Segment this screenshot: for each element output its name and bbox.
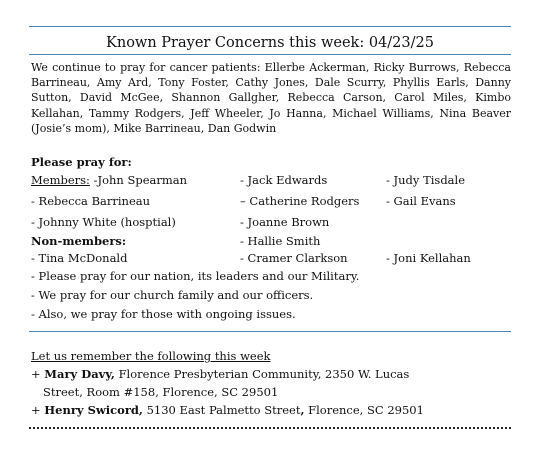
prayer-name: John Spearman (97, 173, 188, 188)
prayer-line: - We pray for our church family and our officers. (31, 288, 314, 303)
prayer-line: - Also, we pray for those with ongoing issues. (31, 307, 296, 322)
prayer-name: - Judy Tisdale (386, 173, 466, 188)
bullet: - (31, 194, 39, 209)
entry-address: Florence Presbyterian Community, 2350 W. Lucas (114, 367, 410, 382)
entry-address: 5130 East Palmetto Street (142, 403, 301, 418)
entry-comma: , (300, 403, 305, 418)
prayer-name: Johnny White (hosptial) (38, 215, 176, 230)
dotted-divider (29, 427, 511, 429)
prayer-name: - Cramer Clarkson (240, 251, 348, 266)
prayer-name (386, 233, 511, 250)
prayer-row (31, 170, 511, 191)
prayer-name: - Joni Kellahan (386, 251, 471, 266)
prayer-row (31, 233, 511, 250)
entry-address-cont: Street, Room #158, Florence, SC 29501 (43, 385, 279, 400)
remember-entry: + Mary Davy, Florence Presbyterian Community, 2350 W. Lucas Street, Room #158, Florence, SC 29501 (31, 365, 511, 401)
prayer-line: - Please pray for our nation, its leaders and our Military. (31, 269, 360, 284)
prayer-concerns-page (29, 0, 511, 429)
prayer-row (31, 191, 511, 212)
prayer-name-cell (31, 170, 240, 191)
bullet: - (31, 215, 39, 230)
pray-for-heading: Please pray for: (31, 155, 132, 170)
prayer-name: - Joanne Brown (240, 215, 330, 230)
prayer-name: – Catherine Rodgers (240, 194, 360, 209)
members-label: Members: (31, 173, 90, 188)
bullet: - (31, 251, 39, 266)
prayer-name: - Gail Evans (386, 194, 456, 209)
prayer-row (31, 250, 511, 267)
remember-entry: + Henry Swicord, 5130 East Palmetto Street, Florence, SC 29501 (31, 403, 424, 418)
title-divider (29, 54, 511, 55)
page-title: Known Prayer Concerns this week: 04/23/25 (106, 35, 434, 51)
bullet: - (89, 173, 98, 188)
entry-address-city: Florence, SC 29501 (304, 403, 424, 418)
prayer-name-cell (31, 212, 240, 233)
prayer-name: - Hallie Smith (240, 234, 321, 249)
prayer-name: Tina McDonald (38, 251, 128, 266)
prayer-name: - Jack Edwards (240, 173, 328, 188)
general-prayers (31, 267, 511, 324)
non-members-label: Non-members: (31, 234, 127, 249)
cancer-patients-paragraph: We continue to pray for cancer patients: Ellerbe Ackerman, Ricky Burrows, Rebecca Barrineau, Amy Ard, Tony Foster, Cathy Jones, Dale Scurry, Phyllis Earls, Danny Sutton, David McGee, Shannon Gallgher, Rebecca Carson, Carol Miles, Kimbo Kellahan, Tammy Rodgers, Jeff Wheeler, Jo Hanna, Michael Williams, Nina Beaver (Josie’s mom), Mike Barrineau, Dan Godwin (31, 61, 511, 135)
prayer-name (386, 212, 511, 233)
prayer-names-grid (31, 170, 511, 267)
prayer-row (31, 212, 511, 233)
prayer-name: Rebecca Barrineau (38, 194, 151, 209)
prayer-name-cell (31, 250, 240, 267)
section-divider (29, 331, 511, 332)
remember-heading: Let us remember the following this week (31, 349, 271, 364)
entry-name: Mary Davy, (44, 367, 115, 382)
prayer-name-cell (31, 191, 240, 212)
entry-name: Henry Swicord, (44, 403, 143, 418)
